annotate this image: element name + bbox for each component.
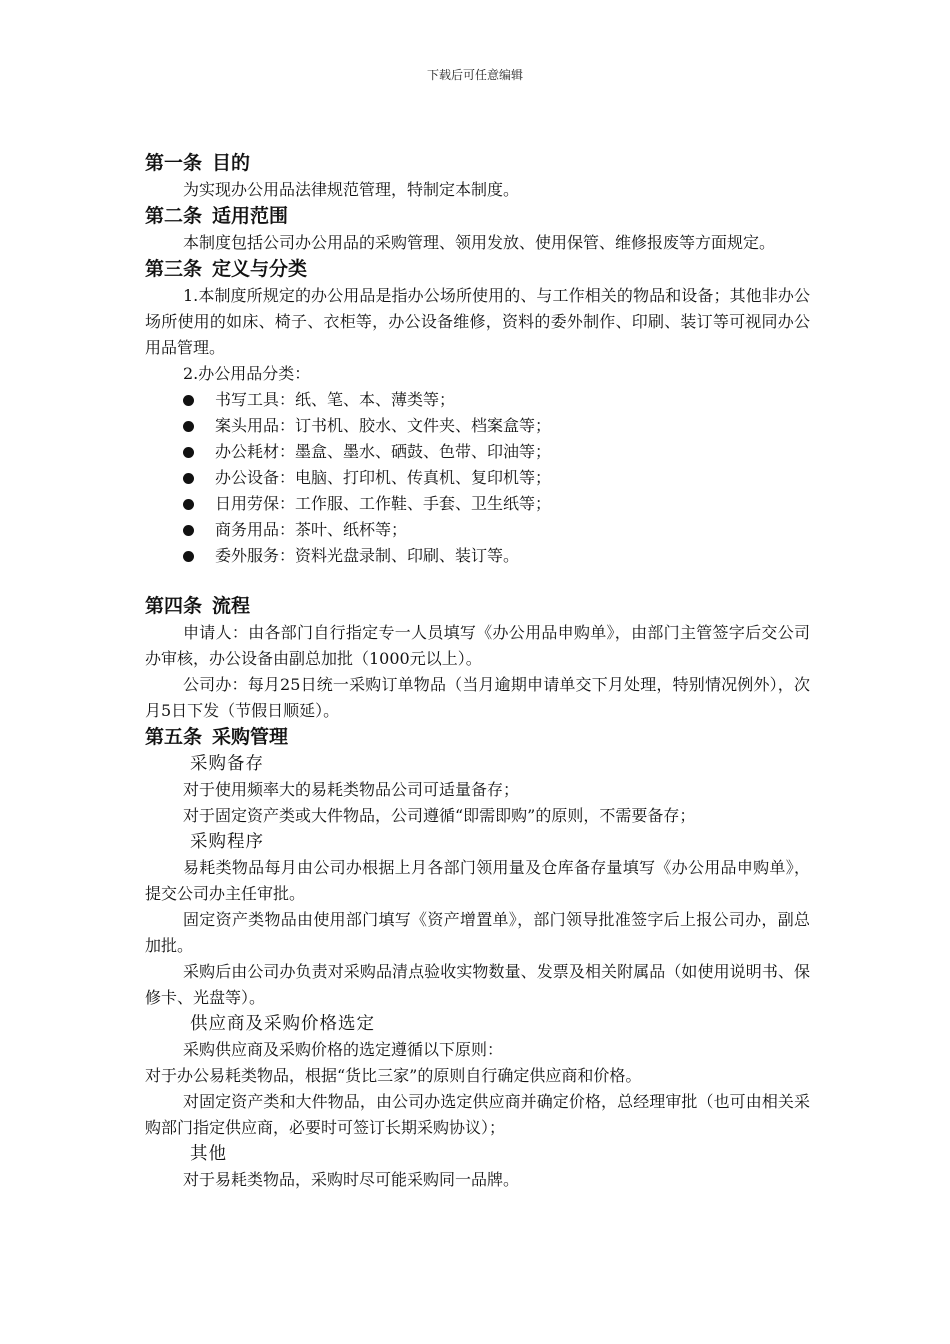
header-note: 下载后可任意编辑: [426, 68, 523, 82]
bullet-icon: [183, 525, 194, 536]
paragraph: 固定资产类物品由使用部门填写《资产增置单》，部门领导批准签字后上报公司办，副总加批。: [145, 910, 810, 955]
list-item: [145, 491, 810, 517]
article-4: [145, 593, 810, 724]
bullet-icon: [183, 473, 194, 484]
article-title: 适用范围: [212, 205, 289, 227]
paragraph: 申请人：由各部门自行指定专一人员填写《办公用品申购单》，由部门主管签字后交公司办审核，办公设备由副总加批（1000元以上）。: [145, 623, 810, 668]
list-item-text: 办公设备：电脑、打印机、传真机、复印机等；: [215, 468, 552, 487]
article-title: 流程: [212, 595, 251, 617]
article-4-heading: [145, 593, 810, 620]
paragraph: 2.办公用品分类：: [183, 364, 311, 383]
article-number: 第四条: [145, 595, 203, 617]
bullet-icon: [183, 447, 194, 458]
paragraph: 公司办：每月25日统一采购订单物品（当月逾期申请单交下月处理，特别情况例外），次月5日下发（节假日顺延）。: [145, 675, 810, 720]
article-3: [145, 256, 810, 569]
bullet-icon: [183, 551, 194, 562]
document-body: [145, 150, 810, 1193]
article-number: 第三条: [145, 258, 203, 280]
subheading: 供应商及采购价格选定: [190, 1014, 375, 1034]
paragraph: 对于使用频率大的易耗类物品公司可适量备存；: [183, 780, 520, 799]
paragraph: 对于办公易耗类物品，根据“货比三家”的原则自行确定供应商和价格。: [145, 1066, 642, 1085]
list-item: [145, 439, 810, 465]
article-5: [145, 724, 810, 1193]
article-1-heading: [145, 150, 810, 177]
list-item: [145, 543, 810, 569]
article-2-heading: [145, 203, 810, 230]
article-title: 定义与分类: [212, 258, 308, 280]
bullet-icon: [183, 499, 194, 510]
list-item-text: 日用劳保：工作服、工作鞋、手套、卫生纸等；: [215, 494, 552, 513]
article-title: 采购管理: [212, 726, 289, 748]
paragraph: 对于固定资产类或大件物品，公司遵循“即需即购”的原则，不需要备存；: [183, 806, 696, 825]
list-item-text: 办公耗材：墨盒、墨水、硒鼓、色带、印油等；: [215, 442, 552, 461]
paragraph: 对于易耗类物品，采购时尽可能采购同一品牌。: [183, 1170, 520, 1189]
list-item-text: 商务用品：茶叶、纸杯等；: [215, 520, 408, 539]
subheading: 采购程序: [190, 832, 264, 852]
spacer: [145, 569, 810, 593]
paragraph: 对固定资产类和大件物品，由公司办选定供应商并确定价格，总经理审批（也可由相关采购部门指定供应商，必要时可签订长期采购协议）；: [145, 1092, 810, 1137]
article-title: 目的: [212, 152, 251, 174]
article-number: 第一条: [145, 152, 203, 174]
bullet-icon: [183, 421, 194, 432]
article-1: [145, 150, 810, 203]
paragraph: 易耗类物品每月由公司办根据上月各部门领用量及仓库备存量填写《办公用品申购单》，提交公司办主任审批。: [145, 858, 810, 903]
article-number: 第五条: [145, 726, 203, 748]
list-item: [145, 387, 810, 413]
list-item-text: 书写工具：纸、笔、本、薄类等；: [215, 390, 456, 409]
subheading: 采购备存: [190, 754, 264, 774]
list-item: [145, 465, 810, 491]
list-item-text: 案头用品：订书机、胶水、文件夹、档案盒等；: [215, 416, 552, 435]
paragraph: 本制度包括公司办公用品的采购管理、领用发放、使用保管、维修报废等方面规定。: [183, 233, 776, 252]
article-number: 第二条: [145, 205, 203, 227]
bullet-icon: [183, 395, 194, 406]
paragraph: 1.本制度所规定的办公用品是指办公场所使用的、与工作相关的物品和设备；其他非办公场所使用的如床、椅子、衣柜等，办公设备维修，资料的委外制作、印刷、装订等可视同办公用品管理。: [145, 286, 810, 357]
paragraph: 采购后由公司办负责对采购品清点验收实物数量、发票及相关附属品（如使用说明书、保修卡、光盘等）。: [145, 962, 810, 1007]
article-2: [145, 203, 810, 256]
list-item: [145, 413, 810, 439]
list-item-text: 委外服务：资料光盘录制、印刷、装订等。: [215, 546, 520, 565]
paragraph: 采购供应商及采购价格的选定遵循以下原则：: [183, 1040, 504, 1059]
subheading: 其他: [190, 1144, 227, 1164]
list-item: [145, 517, 810, 543]
paragraph: 为实现办公用品法律规范管理，特制定本制度。: [183, 180, 520, 199]
article-5-heading: [145, 724, 810, 751]
category-list: [145, 387, 810, 569]
article-3-heading: [145, 256, 810, 283]
